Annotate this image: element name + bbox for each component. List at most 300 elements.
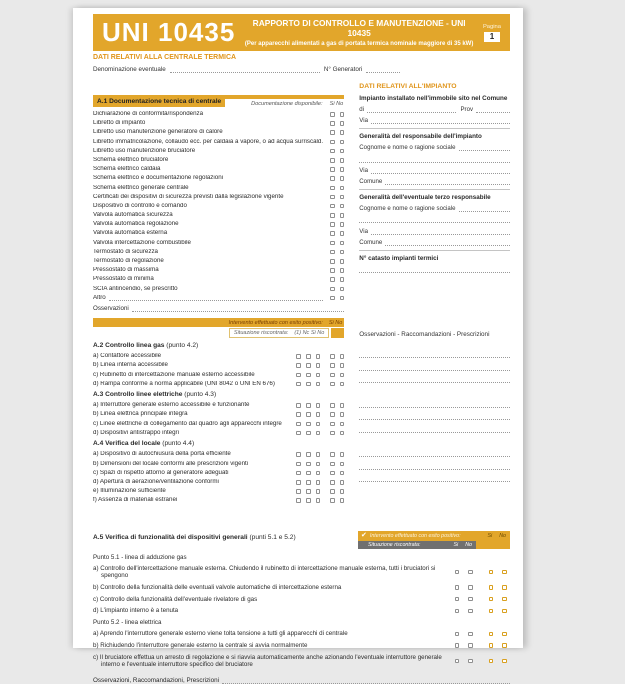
checklist-row	[93, 267, 344, 274]
situazione-checkbox-group	[296, 462, 320, 467]
item-label: Termostato di regolazione	[93, 258, 164, 264]
checkbox-no[interactable]	[340, 186, 345, 191]
checkbox-si[interactable]	[306, 422, 311, 427]
checkbox-si[interactable]	[306, 354, 311, 359]
situazione-checkbox-group	[296, 422, 320, 427]
intervento-checkbox-pair	[489, 643, 507, 648]
comune-label: Comune	[359, 177, 383, 185]
checkbox-group	[330, 213, 344, 218]
checkbox-nc[interactable]	[296, 412, 301, 417]
checkbox-no[interactable]	[316, 403, 321, 408]
checkbox-group	[330, 241, 344, 246]
checkbox-si[interactable]	[306, 363, 311, 368]
checkbox-si[interactable]	[330, 373, 335, 378]
a5-heading	[93, 531, 358, 541]
checklist-row	[93, 212, 344, 219]
checklist-row	[93, 596, 510, 603]
checkbox-no[interactable]	[468, 643, 473, 648]
a4-heading	[93, 440, 344, 447]
item-label: Valvola automatica esterna	[93, 230, 168, 237]
checklist-row	[93, 372, 344, 379]
intervento-caption	[93, 318, 344, 327]
checkbox-no[interactable]	[340, 112, 345, 117]
checkbox-no[interactable]	[468, 570, 473, 575]
bottom-osservazioni-field[interactable]	[222, 678, 510, 684]
a4-title: A.4 Verifica del locale	[93, 440, 161, 448]
checkbox-si[interactable]	[455, 632, 460, 637]
a2-checklist	[93, 353, 344, 387]
checkbox-no[interactable]	[340, 268, 345, 273]
item-label: d) Apertura di aerazione/ventilazione conformi	[93, 479, 219, 485]
checkbox-si[interactable]	[330, 412, 335, 417]
via-field[interactable]	[371, 118, 510, 124]
checkbox-no[interactable]	[340, 140, 345, 145]
situazione-checkbox-pair	[455, 659, 473, 664]
situazione-caption	[93, 328, 344, 338]
a4-punto: (punto 4.4)	[162, 440, 195, 448]
checkbox-si[interactable]	[489, 632, 494, 637]
checkbox-no[interactable]	[502, 597, 507, 602]
right-column	[359, 83, 510, 507]
item-label: Schema elettrico caldaia	[93, 166, 161, 173]
item-label: Libretto immatricolazione, collaudo ecc. per caldaia a vapore, o ad acqua surriscald.	[93, 138, 324, 145]
prov-label: Prov	[460, 106, 473, 113]
intervento-checkbox-group	[330, 363, 344, 368]
checklist-row	[93, 381, 344, 388]
checkbox-nc[interactable]	[296, 373, 301, 378]
checkbox-no[interactable]	[340, 241, 345, 246]
checkbox-si[interactable]	[330, 268, 335, 273]
checkbox-no[interactable]	[340, 121, 345, 126]
situazione-checkbox-pair	[455, 585, 473, 590]
checkbox-si[interactable]	[330, 176, 335, 181]
checkbox-no[interactable]	[316, 373, 321, 378]
checkbox-si[interactable]	[306, 403, 311, 408]
checkbox-no[interactable]	[340, 373, 345, 378]
checkbox-si[interactable]	[330, 186, 335, 191]
via-field[interactable]	[371, 168, 510, 174]
checkbox-no[interactable]	[340, 222, 345, 227]
a1-checklist	[93, 111, 344, 292]
fill-in-line[interactable]	[359, 408, 510, 421]
checkbox-no[interactable]	[340, 431, 345, 436]
item-label: a) Aprendo l'interruttore generale esterno viene tolta tensione a tutti gli apparecchi di centrale	[93, 630, 348, 638]
checkbox-si[interactable]	[489, 570, 494, 575]
checkbox-si[interactable]	[330, 195, 335, 200]
checklist-row	[93, 286, 344, 293]
a1-caption-text: Documentazione disponibile:	[251, 101, 323, 107]
intervento-checkbox-pair	[489, 659, 507, 664]
fill-in-line[interactable]	[359, 358, 510, 371]
di-label: di	[359, 106, 365, 113]
checkbox-group	[330, 167, 344, 172]
checkbox-nc[interactable]	[296, 471, 301, 476]
altro-field[interactable]	[109, 295, 323, 301]
checkbox-si[interactable]	[330, 130, 335, 135]
checkbox-no[interactable]	[340, 296, 345, 301]
item-label: Schema elettrico e documentazione regolazioni	[93, 175, 224, 182]
a5-header	[93, 531, 510, 549]
a1-osservazioni-row	[93, 305, 344, 312]
checklist-row	[93, 421, 344, 428]
intervento-checkbox-group	[330, 480, 344, 485]
checkbox-no[interactable]	[502, 585, 507, 590]
checkbox-no[interactable]	[340, 412, 345, 417]
checkbox-group	[330, 140, 344, 145]
via-label: Via	[359, 117, 368, 125]
checkbox-si[interactable]	[306, 412, 311, 417]
checkbox-si[interactable]	[330, 149, 335, 154]
intervento-caption-sino: Si No	[328, 319, 343, 326]
item-label: b) Linea elettrica principale integra	[93, 411, 188, 418]
checklist-row	[93, 470, 344, 477]
checkbox-no[interactable]	[468, 597, 473, 602]
checkbox-si[interactable]	[330, 498, 335, 503]
osservazioni-column-heading: Osservazioni - Raccomandazioni - Prescrizioni	[359, 330, 490, 338]
checklist-row	[93, 479, 344, 486]
checkbox-no[interactable]	[468, 585, 473, 590]
checkbox-no[interactable]	[340, 176, 345, 181]
checkbox-si[interactable]	[306, 489, 311, 494]
checkbox-no[interactable]	[340, 259, 345, 264]
prov-field[interactable]	[476, 107, 510, 113]
situazione-caption-options: (1) Nc Si No	[294, 330, 325, 337]
checkbox-si[interactable]	[330, 354, 335, 359]
checkbox-group	[330, 130, 344, 135]
checkbox-si[interactable]	[455, 659, 460, 664]
checkbox-no[interactable]	[340, 277, 345, 282]
item-label: Valvola automatica sicurezza	[93, 212, 173, 219]
page-label: Pagina	[482, 23, 501, 30]
checkbox-no[interactable]	[340, 158, 345, 163]
checkbox-no[interactable]	[316, 422, 321, 427]
a5-section	[93, 531, 510, 684]
a3-heading	[93, 391, 344, 398]
checkbox-si[interactable]	[330, 140, 335, 145]
checkbox-nc[interactable]	[296, 363, 301, 368]
checkbox-group	[330, 176, 344, 181]
item-label: Schema elettrico generale centrale	[93, 184, 189, 191]
altro-label: Altro	[93, 294, 106, 301]
item-label: Libretto uso manutenzione generatore di calore	[93, 129, 223, 136]
osservazioni-field[interactable]	[132, 306, 345, 312]
checkbox-si[interactable]	[330, 471, 335, 476]
checkbox-si[interactable]	[455, 643, 460, 648]
intervento-checkbox-group	[330, 354, 344, 359]
checkbox-group	[330, 268, 344, 273]
situazione-checkbox-pair	[455, 609, 473, 614]
comune-field[interactable]	[385, 240, 510, 246]
checkbox-no[interactable]	[340, 204, 345, 209]
comune-di-field[interactable]	[367, 107, 456, 113]
checkbox-si[interactable]	[455, 609, 460, 614]
situazione-no-label: No	[465, 541, 472, 548]
fill-in-line[interactable]	[359, 156, 510, 163]
intervento-checkbox-group	[330, 422, 344, 427]
checkbox-no[interactable]	[340, 480, 345, 485]
fill-in-line[interactable]	[359, 457, 510, 470]
checkbox-group	[330, 149, 344, 154]
checkbox-no[interactable]	[340, 287, 345, 292]
checkbox-no[interactable]	[340, 213, 345, 218]
checkbox-si[interactable]	[330, 462, 335, 467]
checkbox-si[interactable]	[330, 277, 335, 282]
via-line	[359, 117, 510, 124]
checkbox-no[interactable]	[316, 480, 321, 485]
item-label: Pressostato di minima	[93, 276, 154, 283]
checkbox-no[interactable]	[340, 382, 345, 387]
checkbox-no[interactable]	[316, 498, 321, 503]
via-label: Via	[359, 227, 368, 235]
gold-stub	[331, 328, 344, 338]
checkbox-nc[interactable]	[296, 354, 301, 359]
intervento-checkbox-pair	[489, 570, 507, 575]
item-label: Libretto uso manutenzione bruciatore	[93, 147, 196, 154]
situazione-bar-wrap	[358, 541, 510, 549]
checkbox-no[interactable]	[502, 643, 507, 648]
cognome-field[interactable]	[459, 145, 511, 151]
checkbox-si[interactable]	[455, 570, 460, 575]
bottom-osservazioni-row	[93, 677, 510, 684]
checkbox-no[interactable]	[468, 632, 473, 637]
situazione-checkbox-pair	[455, 643, 473, 648]
checkbox-nc[interactable]	[296, 431, 301, 436]
item-label: c) Rubinetto di intercettazione manuale esterno accessibile	[93, 371, 255, 378]
a5-title: A.5 Verifica di funzionalità dei dispositivi generali	[93, 533, 248, 541]
checkbox-no[interactable]	[340, 422, 345, 427]
fill-in-line[interactable]	[359, 395, 510, 408]
fill-in-line[interactable]	[359, 346, 510, 359]
item-label: Pressostato di massima	[93, 267, 159, 274]
checkbox-nc[interactable]	[296, 403, 301, 408]
item-label: Valvola automatica regolazione	[93, 221, 179, 228]
checkbox-no[interactable]	[340, 195, 345, 200]
checkbox-si[interactable]	[330, 222, 335, 227]
checkbox-nc[interactable]	[296, 480, 301, 485]
fill-in-line[interactable]	[359, 420, 510, 433]
checkbox-si[interactable]	[455, 597, 460, 602]
via-field[interactable]	[371, 229, 510, 235]
checkbox-si[interactable]	[330, 296, 335, 301]
checkbox-nc[interactable]	[296, 489, 301, 494]
item-label: a) Interruttore generale esterno accessibile e funzionante	[93, 402, 250, 409]
checkbox-si[interactable]	[330, 259, 335, 264]
checkbox-si[interactable]	[306, 452, 311, 457]
checkbox-no[interactable]	[502, 609, 507, 614]
intervento-no-label: No	[499, 532, 506, 539]
checkbox-si[interactable]	[306, 373, 311, 378]
checkbox-no[interactable]	[468, 659, 473, 664]
intervento-si-label: Si	[487, 532, 493, 539]
checkbox-no[interactable]	[316, 363, 321, 368]
fill-in-line[interactable]	[359, 216, 510, 223]
checkbox-no[interactable]	[316, 382, 321, 387]
item-label: a) Dispositivo di autochiusura della porta efficiente	[93, 451, 231, 458]
generatori-label: N° Generatori	[323, 66, 363, 73]
situazione-checkbox-group	[296, 382, 320, 387]
checkbox-si[interactable]	[330, 231, 335, 236]
checkbox-si[interactable]	[330, 422, 335, 427]
a1-header	[93, 95, 344, 107]
intervento-checkbox-group	[330, 498, 344, 503]
bottom-osservazioni-label: Osservazioni, Raccomandazioni, Prescrizioni	[93, 677, 219, 684]
denominazione-field[interactable]	[170, 67, 320, 73]
intervento-checkbox-group	[330, 382, 344, 387]
checkbox-si[interactable]	[330, 382, 335, 387]
checklist-row	[93, 630, 510, 637]
checkbox-si[interactable]	[306, 471, 311, 476]
checkbox-si[interactable]	[330, 403, 335, 408]
responsabile-heading: Generalità del responsabile dell'impianto	[359, 133, 482, 141]
intervento-checkbox-group	[330, 412, 344, 417]
intervento-checkbox-group	[330, 373, 344, 378]
situazione-bar-text: Situazione riscontrata:	[368, 541, 421, 548]
checkbox-si[interactable]	[306, 431, 311, 436]
checklist-row	[93, 139, 344, 146]
checkbox-no[interactable]	[340, 489, 345, 494]
checkbox-si[interactable]	[330, 213, 335, 218]
checkbox-no[interactable]	[316, 489, 321, 494]
catasto-heading: N° catasto impianti termici	[359, 254, 439, 262]
a2-heading	[93, 342, 344, 349]
checklist-row	[93, 402, 344, 409]
form-subtitle: (Per apparecchi alimentati a gas di portata termica nominale maggiore di 35 kW)	[244, 41, 474, 47]
checkbox-no[interactable]	[340, 462, 345, 467]
item-label: a) Contattore accessibile	[93, 353, 162, 360]
banner-titles	[243, 18, 475, 47]
checklist-row	[93, 497, 344, 504]
situazione-bar	[358, 541, 476, 549]
checkbox-nc[interactable]	[296, 452, 301, 457]
item-label: c) Spazi di rispetto attorno al generatore adeguati	[93, 469, 229, 476]
situazione-si-label: Si	[453, 541, 459, 548]
fill-in-line[interactable]	[359, 470, 510, 483]
checkbox-nc[interactable]	[296, 382, 301, 387]
fill-in-line[interactable]	[359, 445, 510, 458]
item-label: b) Linea interna accessibile	[93, 362, 168, 369]
checkbox-no[interactable]	[316, 452, 321, 457]
checklist-row	[93, 607, 510, 614]
checkbox-si[interactable]	[330, 452, 335, 457]
checkbox-no[interactable]	[316, 471, 321, 476]
checkbox-si[interactable]	[330, 112, 335, 117]
checkbox-si[interactable]	[330, 204, 335, 209]
checkbox-si[interactable]	[330, 121, 335, 126]
checkbox-si[interactable]	[330, 241, 335, 246]
intervento-checkbox-group	[330, 462, 344, 467]
checkbox-si[interactable]	[330, 287, 335, 292]
checkbox-no[interactable]	[316, 412, 321, 417]
checkbox-si[interactable]	[330, 363, 335, 368]
checkbox-si[interactable]	[330, 158, 335, 163]
checkbox-nc[interactable]	[296, 422, 301, 427]
situazione-checkbox-group	[296, 452, 320, 457]
intervento-checkbox-pair	[489, 585, 507, 590]
checkbox-no[interactable]	[340, 471, 345, 476]
item-label: c) Linee elettriche di collegamento dal quadro agli apparecchi integre	[93, 420, 282, 427]
checkbox-no[interactable]	[502, 659, 507, 664]
checkbox-si[interactable]	[489, 643, 494, 648]
situazione-checkbox-group	[296, 354, 320, 359]
checkbox-no[interactable]	[502, 570, 507, 575]
checkbox-no[interactable]	[468, 609, 473, 614]
checkbox-group	[330, 222, 344, 227]
terzo-heading: Generalità dell'eventuale terzo responsabile	[359, 194, 491, 202]
checkbox-no[interactable]	[316, 431, 321, 436]
checkbox-si[interactable]	[489, 597, 494, 602]
checkbox-no[interactable]	[340, 149, 345, 154]
cognome-line	[359, 144, 510, 151]
checkbox-no[interactable]	[340, 498, 345, 503]
intervento-checkbox-group	[330, 489, 344, 494]
checklist-row	[93, 221, 344, 228]
checkbox-nc[interactable]	[296, 498, 301, 503]
item-label: b) Richiudendo l'interruttore generale esterno la centrale si avvia normalmente	[93, 642, 308, 650]
punto51-checklist	[93, 565, 510, 615]
generatori-field[interactable]	[366, 67, 400, 73]
checkbox-si[interactable]	[455, 585, 460, 590]
intervento-checkbox-group	[330, 452, 344, 457]
catasto-field[interactable]	[359, 266, 510, 273]
comune-field[interactable]	[385, 179, 510, 185]
checkbox-si[interactable]	[489, 659, 494, 664]
intervento-checkbox-group	[330, 403, 344, 408]
checkbox-no[interactable]	[340, 403, 345, 408]
checkbox-si[interactable]	[306, 480, 311, 485]
a3-punto: (punto 4.3)	[184, 391, 217, 399]
checkbox-si[interactable]	[306, 498, 311, 503]
checklist-row	[93, 258, 344, 265]
checkbox-si[interactable]	[330, 431, 335, 436]
checkbox-no[interactable]	[340, 130, 345, 135]
checkbox-si[interactable]	[489, 585, 494, 590]
item-label: c) Il bruciatore effettua un arresto di regolazione e si riavvia automaticamente anche azionando l'eventuale interruttore generale interno e l'eventuale interruttore specifico del bruciatore	[93, 653, 442, 669]
checkbox-nc[interactable]	[296, 462, 301, 467]
checkbox-no[interactable]	[340, 250, 345, 255]
checkbox-si[interactable]	[306, 462, 311, 467]
item-label: Valvola intercettazione combustibile	[93, 239, 191, 246]
via-line	[359, 167, 510, 174]
checkbox-group	[330, 112, 344, 117]
checkbox-no[interactable]	[340, 167, 345, 172]
checkbox-no[interactable]	[316, 462, 321, 467]
item-label: Dispositivo di controllo e comando	[93, 202, 187, 209]
punto51-label: Punto 5.1 - linea di adduzione gas	[93, 553, 187, 561]
centrale-heading: DATI RELATIVI ALLA CENTRALE TERMICA	[93, 54, 237, 61]
checklist-row	[93, 642, 510, 649]
checkbox-no[interactable]	[340, 452, 345, 457]
via-label: Via	[359, 166, 368, 174]
item-label: b) Dimensioni del locale conformi alle prescrizioni vigenti	[93, 460, 249, 467]
checkbox-si[interactable]	[330, 250, 335, 255]
checkbox-no[interactable]	[340, 354, 345, 359]
checkbox-si[interactable]	[330, 480, 335, 485]
checkbox-no[interactable]	[340, 231, 345, 236]
checkbox-no[interactable]	[316, 354, 321, 359]
header-banner	[93, 14, 510, 51]
checkbox-si[interactable]	[330, 167, 335, 172]
comune-line	[359, 239, 510, 246]
checkbox-no[interactable]	[502, 632, 507, 637]
fill-in-line[interactable]	[359, 371, 510, 384]
item-label: d) L'impianto interno è a tenuta	[93, 607, 179, 615]
cognome-field[interactable]	[459, 206, 511, 212]
checkbox-si[interactable]	[489, 609, 494, 614]
checkbox-no[interactable]	[340, 363, 345, 368]
checklist-row	[93, 230, 344, 237]
checkbox-si[interactable]	[330, 489, 335, 494]
checkbox-si[interactable]	[306, 382, 311, 387]
